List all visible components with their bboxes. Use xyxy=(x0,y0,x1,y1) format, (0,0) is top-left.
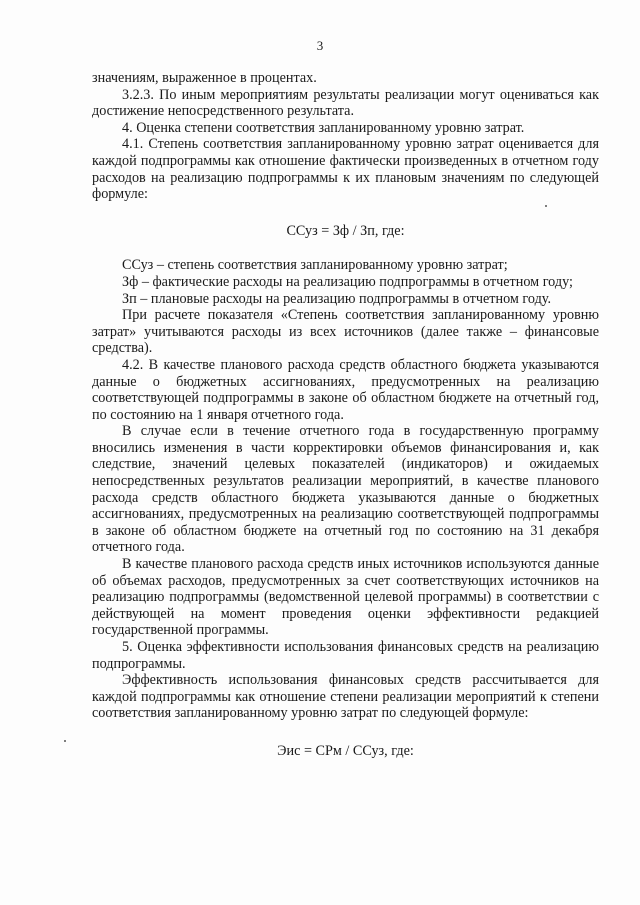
definition-zf: Зф – фактические расходы на реализацию подпрограммы в отчетном году; xyxy=(122,273,573,290)
paragraph-changes-case: В случае если в течение отчетного года в государственную программу вносились изменения в части корректировки объемов финансирования и, как следствие, значений целевых показателей (индикаторов) и ожидаемых непосредственных результатов реализации мероприятий, в качестве планового расхода средств областного бюджета указываются данные о бюджетных ассигнованиях, предусмотренных на реализацию соответствующей подпрограммы в законе об областном бюджете на отчетный год по состоянию на 31 декабря отчетного года. xyxy=(92,423,599,556)
paragraph-efficiency: Эффективность использования финансовых средств рассчитывается для каждой подпрограммы как отношение степени реализации мероприятий к степени соответствия запланированному уровню затрат по следующей формуле: xyxy=(92,672,599,722)
scan-speck xyxy=(64,740,66,742)
paragraph-continuation: значениям, выраженное в процентах. xyxy=(92,70,317,86)
paragraph-4-1: 4.1. Степень соответствия запланированному уровню затрат оценивается для каждой подпрограммы как отношение фактически произведенных в отчетном году расходов на реализацию подпрограммы к их плановым значениям по следующей формуле: xyxy=(92,136,599,203)
section-heading-5: 5. Оценка эффективности использования финансовых средств на реализацию подпрограммы. xyxy=(92,639,599,672)
page-number: 3 xyxy=(316,38,324,53)
formula-eis: Эис = СРм / ССуз, где: xyxy=(277,742,414,759)
paragraph-4-2: 4.2. В качестве планового расхода средств областного бюджета указываются данные о бюджетных ассигнованиях, предусмотренных на реализацию соответствующей подпрограммы в законе об областном бюджете на отчетный год, по состоянию на 1 января отчетного года. xyxy=(92,356,599,423)
spacer xyxy=(92,239,599,257)
spacer xyxy=(92,203,599,223)
formula-ssuz: ССуз = Зф / Зп, где: xyxy=(286,222,405,239)
definition-zp: Зп – плановые расходы на реализацию подпрограммы в отчетном году. xyxy=(122,290,552,307)
paragraph-3-2-3: 3.2.3. По иным мероприятиям результаты реализации могут оцениваться как достижение непосредственного результата. xyxy=(92,86,599,120)
scan-speck xyxy=(545,205,547,207)
document-body xyxy=(92,70,599,760)
section-heading-4: 4. Оценка степени соответствия запланированному уровню затрат. xyxy=(122,119,525,136)
paragraph-other-sources: В качестве планового расхода средств иных источников используются данные об объемах расходов, предусмотренных за счет соответствующих источников на реализацию подпрограммы (ведомственной целевой программы) в соответствии с действующей на момент проведения оценки эффективности редакцией государственной программы. xyxy=(92,556,599,639)
paragraph-calculation-note: При расчете показателя «Степень соответствия запланированному уровню затрат» учитываются расходы из всех источников (далее также – финансовые средства). xyxy=(92,307,599,357)
spacer xyxy=(92,722,599,743)
definition-ssuz: ССуз – степень соответствия запланированному уровню затрат; xyxy=(122,257,508,274)
